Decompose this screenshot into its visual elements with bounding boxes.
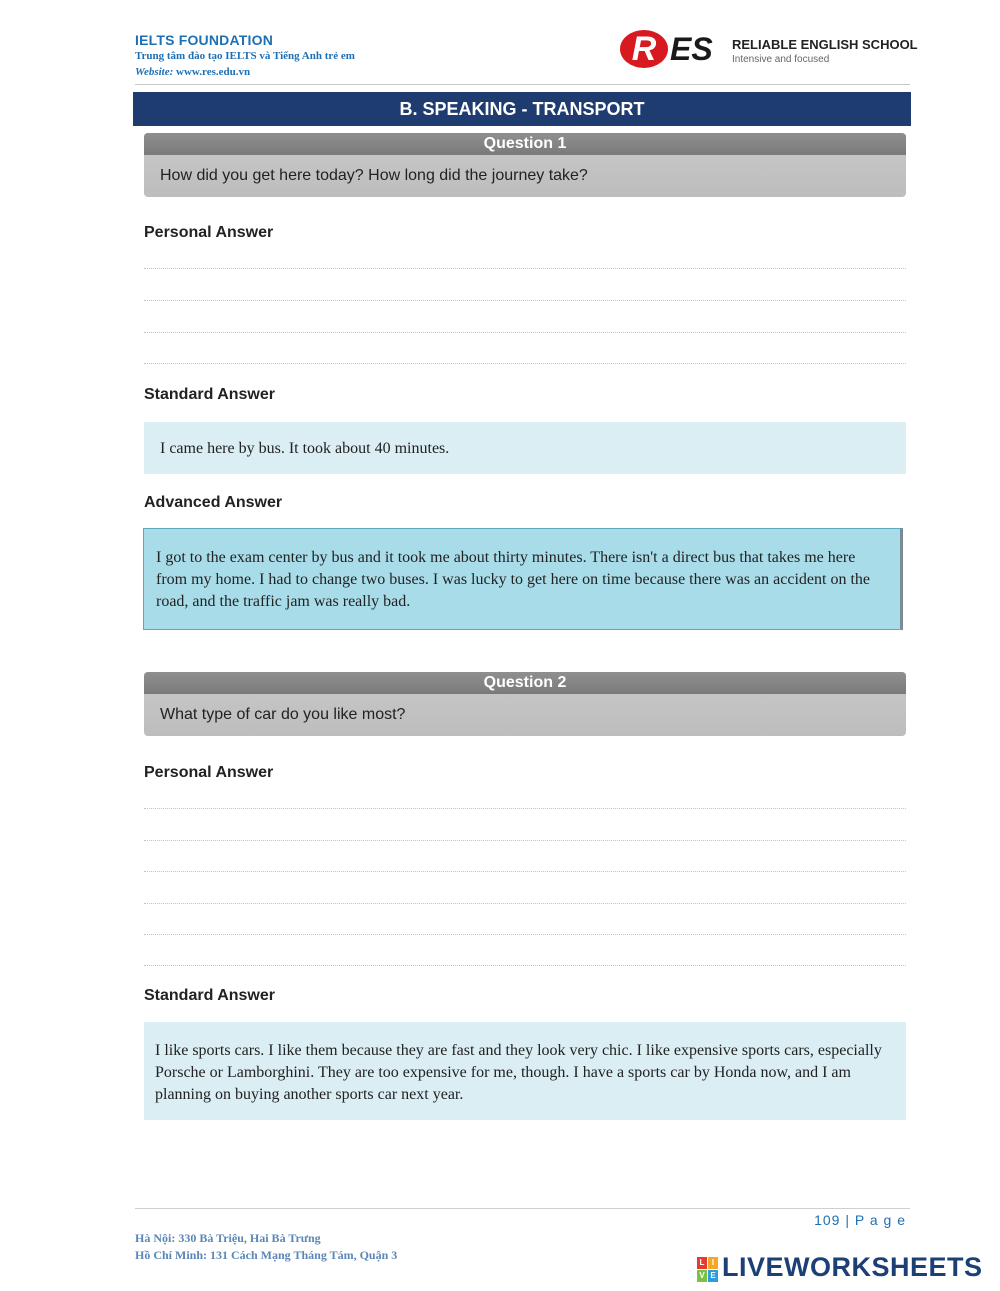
question-1-text: How did you get here today? How long did the journey take?: [160, 167, 588, 184]
res-logo-mark: R: [620, 30, 668, 68]
answer-line[interactable]: [144, 934, 906, 935]
res-logo-es: ES: [670, 31, 713, 67]
question-2-box: [144, 672, 906, 736]
header-divider: [135, 84, 910, 85]
header-website: [135, 66, 250, 78]
answer-line[interactable]: [144, 840, 906, 841]
school-tagline: Intensive and focused: [732, 54, 830, 65]
answer-line[interactable]: [144, 268, 906, 269]
header-title: IELTS FOUNDATION: [135, 32, 274, 48]
school-name: RELIABLE ENGLISH SCHOOL: [732, 37, 918, 52]
page-number: 109 | P a g e: [814, 1212, 906, 1228]
section-title: B. SPEAKING - TRANSPORT: [133, 92, 911, 126]
header-subtitle: Trung tâm đào tạo IELTS và Tiếng Anh trẻ em: [135, 50, 355, 62]
question-1-box: [144, 133, 906, 197]
answer-line[interactable]: [144, 871, 906, 872]
question-1-personal-label: Personal Answer: [144, 224, 274, 241]
question-2-heading: Question 2: [144, 672, 906, 694]
question-1-standard-label: Standard Answer: [144, 386, 275, 403]
logo-block-i: I: [708, 1257, 718, 1269]
answer-line[interactable]: [144, 300, 906, 301]
website-label: Website:: [135, 66, 174, 78]
answer-line[interactable]: [144, 808, 906, 809]
answer-line[interactable]: [144, 903, 906, 904]
footer-divider: [135, 1208, 910, 1209]
logo-block-e: E: [708, 1270, 718, 1282]
question-2-standard-answer: I like sports cars. I like them because they are fast and they look very chic. I like expensive sports cars, especially Porsche or Lamborghini. They are too expensive for me, though. I have a sports car by Honda now, and I am planning on buying another sports car next year.: [144, 1022, 906, 1120]
question-2-personal-label: Personal Answer: [144, 764, 274, 781]
question-2-text: What type of car do you like most?: [160, 706, 406, 723]
answer-line[interactable]: [144, 363, 906, 364]
answer-line[interactable]: [144, 332, 906, 333]
question-1-advanced-label: Advanced Answer: [144, 494, 283, 511]
website-link[interactable]: www.res.edu.vn: [176, 66, 251, 78]
question-1-heading: Question 1: [144, 133, 906, 155]
liveworksheets-brand[interactable]: LIVEWORKSHEETS: [722, 1252, 983, 1282]
answer-line[interactable]: [144, 965, 906, 966]
liveworksheets-logo-icon: [697, 1257, 719, 1283]
logo-block-l: L: [697, 1257, 707, 1269]
question-1-standard-answer: I came here by bus. It took about 40 minutes.: [144, 422, 906, 474]
question-1-advanced-answer: I got to the exam center by bus and it took me about thirty minutes. There isn't a direct bus that takes me here from my home. I had to change two buses. I was lucky to get here on time because there was an accident on the road, and the traffic jam was really bad.: [143, 528, 903, 630]
address-hanoi: Hà Nội: 330 Bà Triệu, Hai Bà Trưng: [135, 1231, 321, 1245]
address-hcm: Hồ Chí Minh: 131 Cách Mạng Tháng Tám, Quận 3: [135, 1248, 398, 1262]
logo-block-v: V: [697, 1270, 707, 1282]
question-2-standard-label: Standard Answer: [144, 987, 275, 1004]
